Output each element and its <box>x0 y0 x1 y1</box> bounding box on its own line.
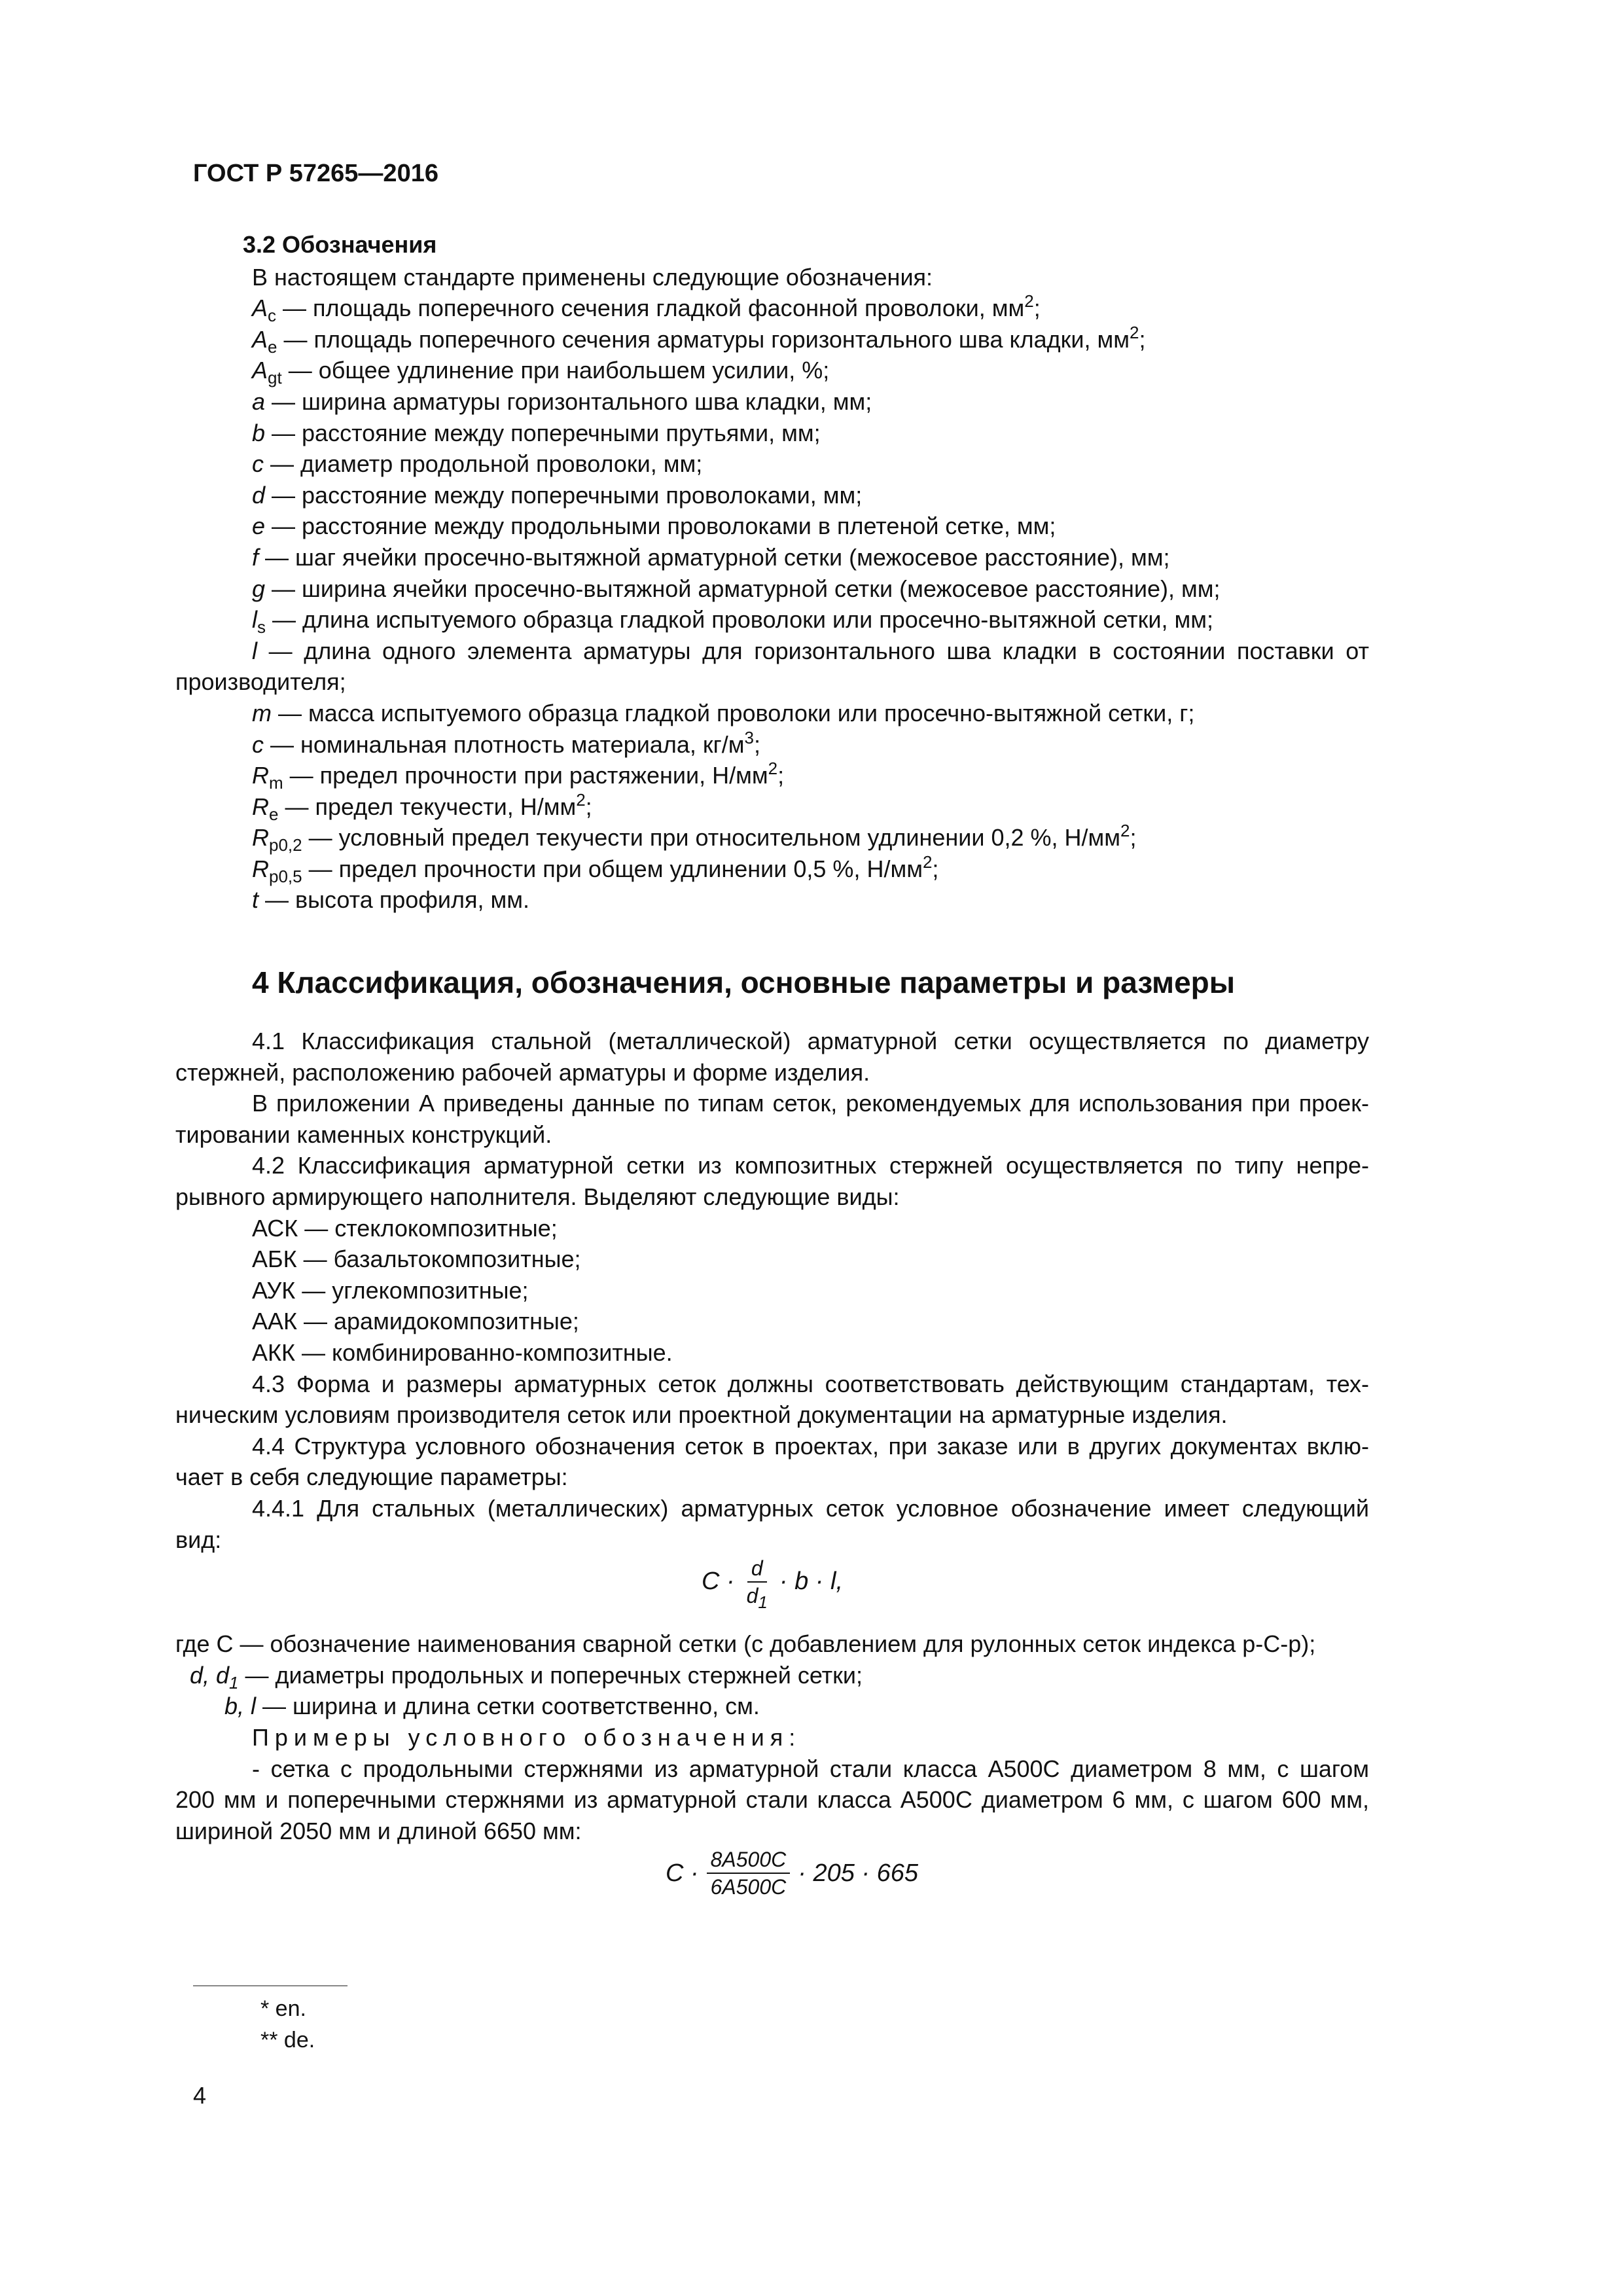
where2-text: — диаметры продольных и поперечных стержней сетки; <box>238 1661 863 1689</box>
symbol-end: ; <box>585 793 592 820</box>
footnote-divider <box>193 1985 348 1986</box>
symbol-letter: A <box>252 295 268 322</box>
symbol-item <box>175 698 1369 729</box>
composite-kind-item: АБК — базальтокомпозитные; <box>252 1246 581 1273</box>
symbol-description: — ширина арматуры горизонтального шва кладки, мм; <box>265 387 872 415</box>
page-number: 4 <box>193 2082 207 2109</box>
symbol-description: — предел текучести, Н/мм <box>278 793 577 820</box>
symbol-item <box>175 791 1369 823</box>
symbol-letter: e <box>252 512 266 540</box>
symbol-description: — условный предел текучести при относительном удлинении 0,2 %, Н/мм <box>302 824 1121 852</box>
formula-example <box>175 1846 1369 1924</box>
symbol-item <box>175 448 1369 480</box>
symbol-item <box>175 324 1369 355</box>
symbol-description: — площадь поперечного сечения арматуры горизонтального шва кладки, мм <box>277 325 1130 353</box>
symbol-letter: m <box>252 699 272 726</box>
symbol-end: ; <box>1139 325 1146 353</box>
symbol-description: — расстояние между поперечными прутьями, мм; <box>265 419 821 446</box>
where2-symbol: d, d <box>190 1661 230 1689</box>
symbol-description: — предел прочности при растяжении, Н/мм <box>283 762 768 789</box>
symbol-item <box>175 604 1369 636</box>
formula-numerator: d <box>747 1555 767 1583</box>
symbol-superscript: 2 <box>1120 821 1130 841</box>
symbol-subscript: p0,2 <box>269 835 302 855</box>
symbol-item <box>175 729 1369 761</box>
p441-line1: 4.4.1 Для стальных (металлических) арматурных сеток условное обозначение имеет следующий <box>252 1494 1369 1522</box>
composite-kind-item: ААК — арамидокомпозитные; <box>252 1308 579 1335</box>
symbol-description: — масса испытуемого образца гладкой проволоки или просечно-вытяжной сетки, г; <box>272 699 1195 726</box>
p44-line2: чает в себя следующие параметры: <box>175 1463 568 1491</box>
symbol-item <box>175 573 1369 605</box>
symbol-end: ; <box>1033 295 1041 322</box>
symbol-subscript: p0,5 <box>269 866 302 886</box>
p41-line4: тировании каменных конструкций. <box>175 1121 552 1148</box>
symbol-end: ; <box>753 730 760 758</box>
symbol-description: — общее удлинение при наибольшем усилии, %; <box>281 357 830 384</box>
symbol-letter: A <box>252 325 268 353</box>
document-header: ГОСТ Р 57265—2016 <box>193 160 438 187</box>
symbol-description: — высота профиля, мм. <box>259 886 530 914</box>
example1-line2: 200 мм и поперечными стержнями из арматурной стали класса А500С диаметром 6 мм, с шагом 600 мм, <box>175 1786 1369 1814</box>
composite-kinds-list <box>175 1213 1369 1369</box>
symbol-letter: c <box>252 450 264 478</box>
symbols-list <box>175 293 1369 916</box>
symbol-letter: R <box>252 824 269 852</box>
symbol-superscript: 2 <box>922 852 933 872</box>
symbol-description: — площадь поперечного сечения гладкой фасонной проволоки, мм <box>276 295 1025 322</box>
symbol-letter: f <box>252 543 259 571</box>
footnote-1: * en. <box>260 1996 306 2021</box>
symbol-end: ; <box>777 762 785 789</box>
where-line2 <box>175 1660 1369 1691</box>
symbol-subscript: e <box>269 804 279 824</box>
symbol-item <box>175 386 1369 418</box>
symbol-superscript: 2 <box>768 759 778 779</box>
formula-general <box>175 1555 1369 1628</box>
symbol-item <box>175 511 1369 542</box>
symbol-description: — длина испытуемого образца гладкой проволоки или просечно-вытяжной сетки, мм; <box>266 606 1214 634</box>
p43-line1: 4.3 Форма и размеры арматурных сеток должны соответствовать действующим стандартам, тех- <box>252 1370 1369 1397</box>
symbol-description: — предел прочности при общем удлинении 0,5 %, Н/мм <box>302 855 923 882</box>
symbol-subscript: s <box>257 617 266 637</box>
symbol-subscript: e <box>268 336 277 357</box>
symbol-letter: c <box>252 730 264 758</box>
symbol-letter: A <box>252 357 268 384</box>
symbol-item <box>175 822 1369 853</box>
symbol-item <box>175 636 1369 667</box>
symbol-subscript: gt <box>268 368 282 388</box>
formula-fraction <box>743 1555 772 1613</box>
formula2-prefix: С · <box>665 1859 699 1887</box>
symbol-item <box>175 884 1369 916</box>
symbol-superscript: 3 <box>744 727 754 747</box>
symbol-subscript: m <box>269 773 283 793</box>
footnote-2: ** de. <box>260 2028 315 2053</box>
symbol-item <box>175 853 1369 885</box>
formula-den-symbol: d <box>746 1584 758 1608</box>
symbol-description: — ширина ячейки просечно-вытяжной арматурной сетки (межосевое расстояние), мм; <box>265 575 1221 602</box>
where-line3 <box>175 1691 1369 1722</box>
formula-suffix: · b · l, <box>779 1568 844 1596</box>
symbol-item <box>175 418 1369 449</box>
where3-text: — ширина и длина сетки соответственно, см. <box>256 1693 760 1720</box>
symbol-letter: l <box>252 637 257 664</box>
p44-line1: 4.4 Структура условного обозначения сеток в проектах, при заказе или в других документах вклю- <box>252 1432 1369 1460</box>
symbol-item <box>175 760 1369 791</box>
symbol-item <box>175 480 1369 511</box>
symbol-superscript: 2 <box>1024 291 1034 312</box>
composite-kind-item: АСК — стеклокомпозитные; <box>252 1214 558 1242</box>
symbol-superscript: 2 <box>576 789 586 810</box>
p41-line2: стержней, расположению рабочей арматуры и форме изделия. <box>175 1058 870 1086</box>
symbol-continuation: производителя; <box>175 668 346 696</box>
symbol-letter: l <box>252 606 257 634</box>
p41-line3: В приложении А приведены данные по типам сеток, рекомендуемых для использования при проек- <box>252 1090 1369 1117</box>
symbol-description: — шаг ячейки просечно-вытяжной арматурной сетки (межосевое расстояние), мм; <box>259 543 1170 571</box>
p42-line1: 4.2 Классификация арматурной сетки из композитных стержней осуществляется по типу непре- <box>252 1152 1369 1179</box>
symbol-description: — диаметр продольной проволоки, мм; <box>264 450 703 478</box>
symbol-letter: b <box>252 419 266 446</box>
example1-line3: шириной 2050 мм и длиной 6650 мм: <box>175 1817 582 1844</box>
formula-denominator <box>743 1583 772 1613</box>
formula2-denominator: 6А500С <box>710 1875 787 1899</box>
symbol-letter: d <box>252 481 266 509</box>
p42-line2: рывного армирующего наполнителя. Выделяют следующие виды: <box>175 1183 900 1211</box>
where3-symbol: b, l <box>224 1693 257 1720</box>
symbol-description: — номинальная плотность материала, кг/м <box>264 730 745 758</box>
example1-line1: - сетка с продольными стержнями из арматурной стали класса А500С диаметром 8 мм, с шагом <box>252 1755 1369 1782</box>
symbol-description: — расстояние между поперечными проволоками, мм; <box>265 481 863 509</box>
formula2-fraction <box>707 1846 791 1900</box>
symbol-item <box>175 542 1369 573</box>
symbol-item <box>175 355 1369 386</box>
section-3-2-intro: В настоящем стандарте применены следующие обозначения: <box>252 263 933 291</box>
symbol-letter: g <box>252 575 266 602</box>
formula2-suffix: · 205 · 665 <box>798 1859 919 1887</box>
symbol-superscript: 2 <box>1130 322 1139 342</box>
p43-line2: ническим условиям производителя сеток или проектной документации на арматурные изделия. <box>175 1401 1228 1429</box>
symbol-subscript: c <box>268 306 277 326</box>
symbol-item <box>175 293 1369 324</box>
symbol-description: — расстояние между продольными проволоками в плетеной сетке, мм; <box>265 512 1056 540</box>
where2-subscript: 1 <box>229 1672 239 1693</box>
page-content <box>175 229 1369 1924</box>
symbol-end: ; <box>932 855 939 882</box>
where-line1: где С — обозначение наименования сварной сетки (с добавлением для рулонных сеток индекса р-С-р); <box>175 1630 1316 1658</box>
symbol-letter: R <box>252 855 269 882</box>
p441-line2: вид: <box>175 1526 222 1553</box>
symbol-letter: t <box>252 886 259 914</box>
composite-kind-item: АКК — комбинированно-композитные. <box>252 1339 673 1366</box>
symbol-end: ; <box>1130 824 1137 852</box>
examples-title: Примеры условного обозначения: <box>252 1723 802 1751</box>
symbol-letter: a <box>252 387 266 415</box>
composite-kind-item: АУК — углекомпозитные; <box>252 1276 529 1304</box>
section-4-title: 4 Классификация, обозначения, основные параметры и размеры <box>252 965 1236 1000</box>
p41-line1: 4.1 Классификация стальной (металлической) арматурной сетки осуществляется по диаметру <box>252 1028 1369 1055</box>
symbol-letter: R <box>252 793 269 820</box>
symbol-letter: R <box>252 762 269 789</box>
formula-den-subscript: 1 <box>758 1592 768 1613</box>
formula2-numerator: 8А500С <box>707 1846 791 1874</box>
formula-prefix: С · <box>701 1568 735 1596</box>
symbol-description: — длина одного элемента арматуры для горизонтального шва кладки в состоянии поставки от <box>257 637 1369 664</box>
section-3-2-title: 3.2 Обозначения <box>243 231 437 258</box>
